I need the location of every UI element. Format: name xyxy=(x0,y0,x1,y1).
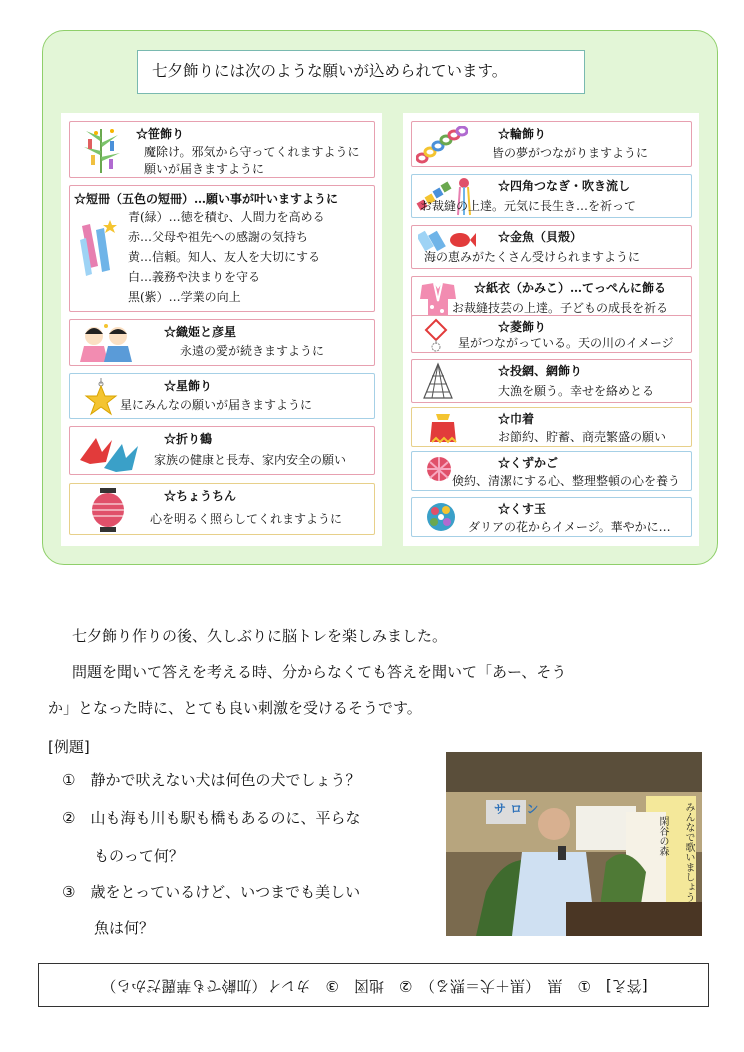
card-wakazari xyxy=(411,121,692,167)
paragraph-2a: 問題を聞いて答えを考える時、分からなくても答えを聞いて「あー、そう xyxy=(72,663,567,681)
right-panel xyxy=(403,113,699,546)
card-title: ☆紙衣（かみこ）…てっぺんに飾る xyxy=(474,281,667,295)
question-2a: ② 山も海も川も駅も橋もあるのに、平らな xyxy=(62,809,361,827)
card-line: 家族の健康と長寿、家内安全の願い xyxy=(154,453,347,467)
card-crane xyxy=(69,426,375,475)
photo-sign-salon: サ ロ ン xyxy=(494,802,539,816)
orihime-hikoboshi-icon xyxy=(76,322,136,364)
card-line: 星にみんなの願いが届きますように xyxy=(120,398,313,412)
card-line: お裁縫の上達。元気に長生き…を祈って xyxy=(420,199,637,213)
card-line: 魔除け。邪気から守ってくれますように xyxy=(144,145,360,159)
card-line: 皆の夢がつながりますように xyxy=(492,146,649,160)
diamond-icon xyxy=(422,318,450,352)
bamboo-icon xyxy=(76,125,126,175)
purse-icon xyxy=(426,410,460,446)
card-hishi xyxy=(411,315,692,353)
question-3b: 魚は何？ xyxy=(94,919,155,937)
card-star xyxy=(69,373,375,419)
paragraph-2b: か」となった時に、とても良い刺激を受けるそうです。 xyxy=(48,699,422,717)
card-title: ☆輪飾り xyxy=(498,127,547,141)
card-kinchaku xyxy=(411,407,692,447)
card-line: 黒(紫）…学業の向上 xyxy=(128,290,241,304)
card-kamiko xyxy=(411,276,692,320)
card-title: ☆くずかご xyxy=(498,456,559,470)
box-heading: 七夕飾りには次のような願いが込められています。 xyxy=(137,50,585,94)
card-yotsukaku xyxy=(411,174,692,218)
basket-icon xyxy=(424,454,454,488)
question-2b: ものって何？ xyxy=(94,847,184,865)
tanzaku-icon xyxy=(76,216,120,276)
card-line: 願いが届きますように xyxy=(144,162,265,176)
left-panel xyxy=(61,113,382,546)
card-lantern xyxy=(69,483,375,535)
card-sasa xyxy=(69,121,375,178)
card-title: ☆菱飾り xyxy=(498,320,547,334)
card-line: 大漁を願う。幸せを絡めとる xyxy=(498,384,655,398)
card-line: お節約、貯蓄、商売繁盛の願い xyxy=(498,430,667,444)
card-line: 黄…信頼。知人、友人を大切にする xyxy=(128,250,321,264)
card-line: 海の恵みがたくさん受けられますように xyxy=(424,250,641,264)
card-kuzukago xyxy=(411,451,692,491)
card-line: お裁縫技芸の上達。子どもの成長を祈る xyxy=(452,301,669,315)
card-title: ☆四角つなぎ・吹き流し xyxy=(498,179,631,193)
ring-chain-icon xyxy=(416,126,468,164)
card-title: ☆くす玉 xyxy=(498,502,547,516)
card-title: ☆織姫と彦星 xyxy=(164,325,237,339)
star-icon xyxy=(82,378,120,416)
card-line: 倹約、清潔にする心、整理整頓の心を養う xyxy=(452,474,681,488)
card-title: ☆投網、網飾り xyxy=(498,364,583,378)
net-icon xyxy=(420,362,456,402)
card-title: ☆折り鶴 xyxy=(164,432,213,446)
card-kingyo xyxy=(411,225,692,269)
photo-sign-forest: 閑谷の森 xyxy=(657,816,668,856)
question-1: ① 静かで吠えない犬は何色の犬でしょう？ xyxy=(62,771,361,789)
card-line: 青(緑）…徳を積む、人間力を高める xyxy=(128,210,325,224)
card-title: ☆笹飾り xyxy=(136,127,185,141)
card-line: 心を明るく照らしてくれますように xyxy=(150,512,343,526)
card-line: 赤…父母や祖先への感謝の気持ち xyxy=(128,230,309,244)
card-kusudama xyxy=(411,497,692,537)
card-line: 永遠の愛が続きますように xyxy=(180,344,325,358)
card-orihime xyxy=(69,319,375,366)
card-title: ☆星飾り xyxy=(164,379,213,393)
lantern-icon xyxy=(90,486,126,534)
card-tanzaku xyxy=(69,185,375,312)
card-line: ダリアの花からイメージ。華やかに… xyxy=(468,520,671,534)
card-line: 星がつながっている。天の川のイメージ xyxy=(458,336,674,350)
question-3a: ③ 歳をとっているけど、いつまでも美しい xyxy=(62,883,361,901)
card-line: 白…義務や決まりを守る xyxy=(128,270,261,284)
answer-box xyxy=(38,963,709,1007)
answer-text: [答え] ① 黒 （黒＋犬＝黙る） ② 地図 ③ カレイ（加齢でも華麗だから） xyxy=(101,977,648,995)
example-label: [例題] xyxy=(48,738,90,756)
card-toami xyxy=(411,359,692,403)
kusudama-icon xyxy=(424,500,458,536)
crane-icon xyxy=(76,430,146,474)
card-title: ☆巾着 xyxy=(498,412,535,426)
card-title: ☆短冊（五色の短冊）…願い事が叶いますように xyxy=(74,192,339,206)
event-photo xyxy=(446,752,702,936)
paragraph-1: 七夕飾り作りの後、久しぶりに脳トレを楽しみました。 xyxy=(72,627,448,645)
photo-sign-sing: みんなで歌いましょう xyxy=(683,802,694,902)
card-title: ☆金魚（貝殻） xyxy=(498,230,583,244)
card-title: ☆ちょうちん xyxy=(164,489,237,503)
